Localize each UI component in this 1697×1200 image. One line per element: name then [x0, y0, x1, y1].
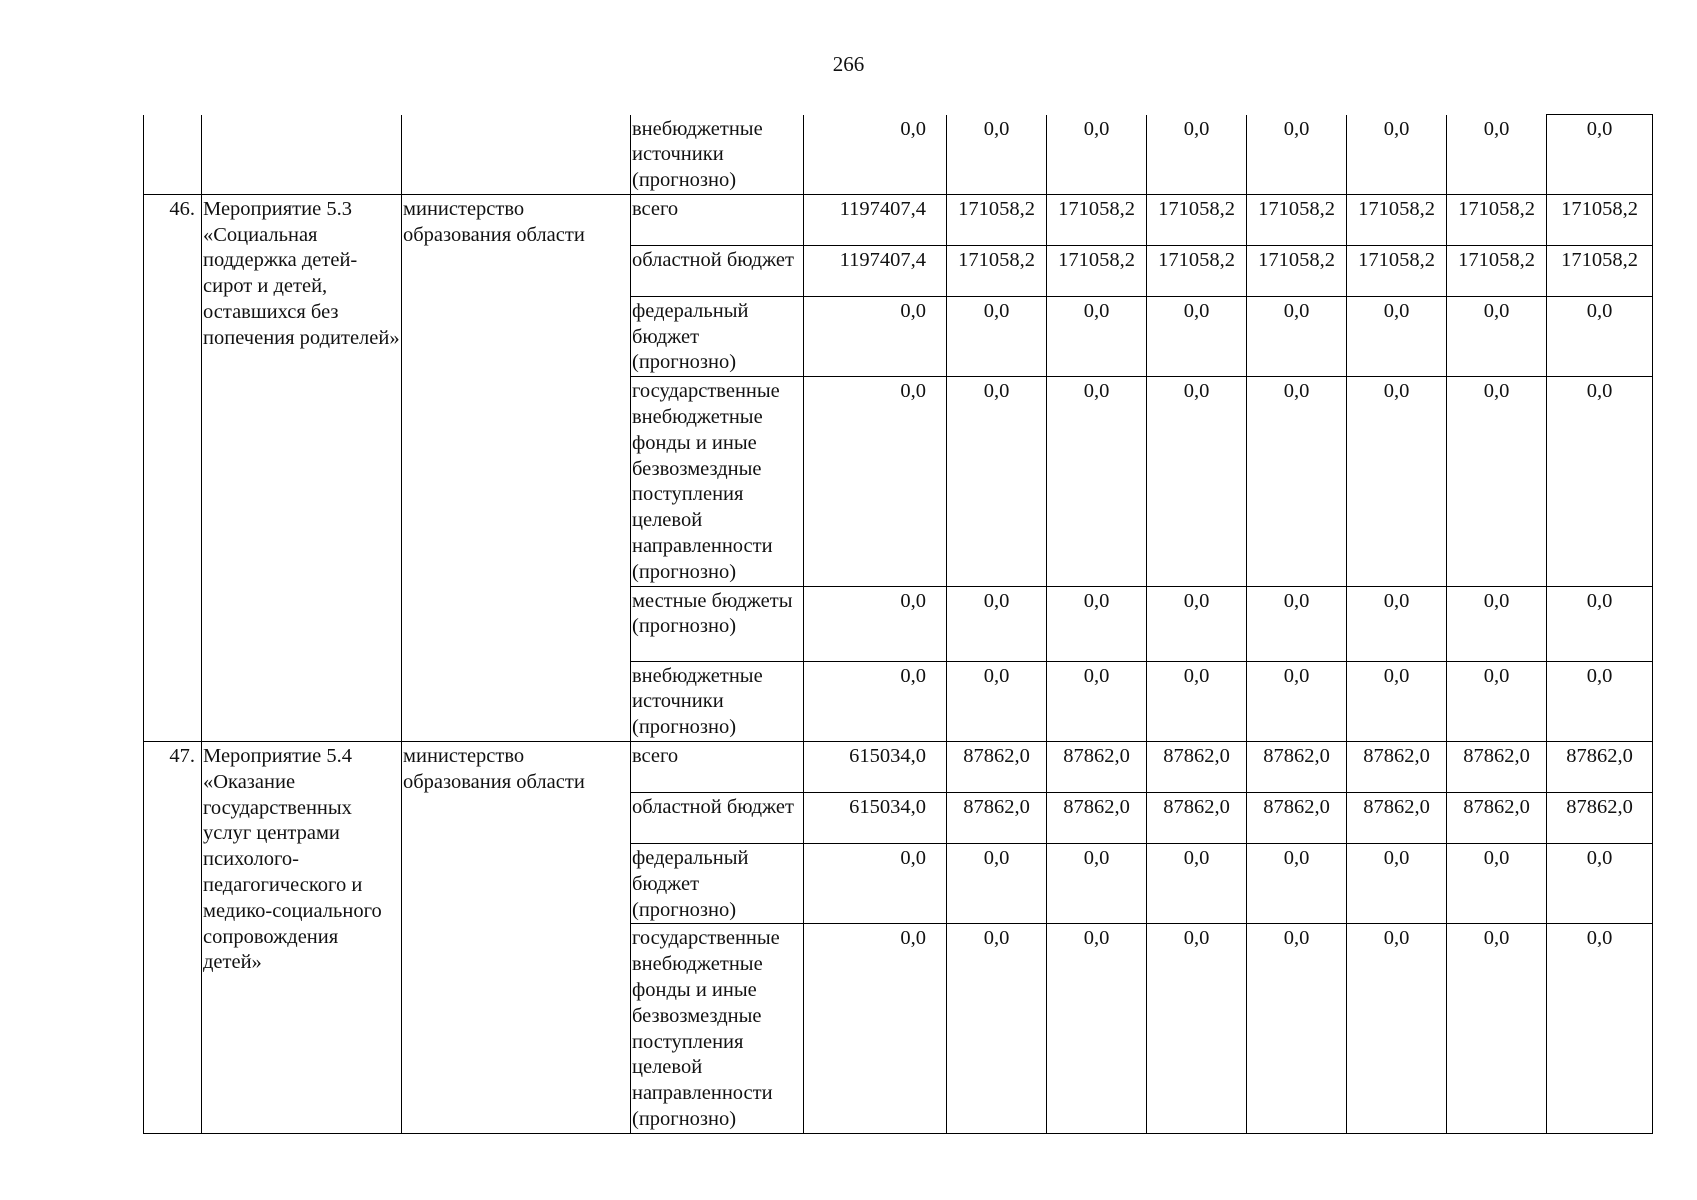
- value-cell: 0,0: [804, 377, 947, 586]
- table-row: [144, 742, 1653, 793]
- value-cell: 0,0: [1547, 924, 1653, 1133]
- value-cell: 0,0: [1547, 377, 1653, 586]
- value-cell: 171058,2: [1047, 194, 1147, 245]
- activity-name-cell: Мероприятие 5.4 «Оказание государственных услуг центрами психолого-педагогического и медико-социального сопровождения детей»: [202, 742, 402, 1134]
- value-cell: 0,0: [947, 115, 1047, 195]
- funding-source-cell: областной бюджет: [631, 245, 804, 296]
- value-cell: 171058,2: [1447, 245, 1547, 296]
- value-cell: 87862,0: [1147, 793, 1247, 844]
- value-cell: 0,0: [1147, 924, 1247, 1133]
- value-cell: 0,0: [947, 586, 1047, 661]
- funding-source-cell: федеральный бюджет (прогнозно): [631, 296, 804, 376]
- page-number: 266: [832, 52, 865, 76]
- value-cell: 0,0: [1047, 661, 1147, 741]
- value-cell: 1197407,4: [804, 245, 947, 296]
- value-cell: 87862,0: [947, 793, 1047, 844]
- value-cell: 0,0: [1347, 377, 1447, 586]
- value-cell: 0,0: [1347, 844, 1447, 924]
- value-cell: 0,0: [1347, 924, 1447, 1133]
- value-cell: 171058,2: [1347, 194, 1447, 245]
- value-cell: 1197407,4: [804, 194, 947, 245]
- value-cell: 171058,2: [1147, 194, 1247, 245]
- value-cell: 87862,0: [1247, 793, 1347, 844]
- row-number-cell: [144, 115, 202, 195]
- value-cell: 0,0: [947, 844, 1047, 924]
- value-cell: 87862,0: [1047, 793, 1147, 844]
- executor-cell: министерство образования области: [402, 742, 631, 1134]
- value-cell: 0,0: [1247, 586, 1347, 661]
- value-cell: 615034,0: [804, 793, 947, 844]
- value-cell: 0,0: [804, 296, 947, 376]
- value-cell: 0,0: [804, 586, 947, 661]
- value-cell: 87862,0: [1547, 793, 1653, 844]
- value-cell: 171058,2: [947, 194, 1047, 245]
- value-cell: 0,0: [1447, 844, 1547, 924]
- funding-source-cell: внебюджетные источники (прогнозно): [631, 115, 804, 195]
- value-cell: 0,0: [1247, 661, 1347, 741]
- value-cell: 0,0: [1347, 115, 1447, 195]
- value-cell: 0,0: [1447, 377, 1547, 586]
- value-cell: 0,0: [1247, 844, 1347, 924]
- value-cell: 0,0: [947, 661, 1047, 741]
- row-number-cell: 46.: [144, 194, 202, 741]
- table-row: [144, 115, 1653, 195]
- value-cell: 0,0: [1547, 844, 1653, 924]
- activity-name-cell: Мероприятие 5.3 «Социальная поддержка детей-сирот и детей, оставшихся без попечения родителей»: [202, 194, 402, 741]
- value-cell: 87862,0: [1447, 742, 1547, 793]
- table-body: [144, 115, 1653, 1134]
- value-cell: 171058,2: [1147, 245, 1247, 296]
- value-cell: 0,0: [1247, 377, 1347, 586]
- funding-source-cell: внебюджетные источники (прогнозно): [631, 661, 804, 741]
- value-cell: 0,0: [1147, 661, 1247, 741]
- value-cell: 171058,2: [947, 245, 1047, 296]
- value-cell: 87862,0: [1447, 793, 1547, 844]
- value-cell: 0,0: [1547, 115, 1653, 195]
- value-cell: 0,0: [1347, 586, 1447, 661]
- value-cell: 171058,2: [1247, 194, 1347, 245]
- budget-table: [143, 114, 1653, 1134]
- value-cell: 171058,2: [1547, 194, 1653, 245]
- value-cell: 0,0: [1147, 844, 1247, 924]
- value-cell: 0,0: [1047, 924, 1147, 1133]
- value-cell: 87862,0: [1547, 742, 1653, 793]
- executor-cell: [402, 115, 631, 195]
- row-number-cell: 47.: [144, 742, 202, 1134]
- value-cell: 0,0: [1547, 661, 1653, 741]
- value-cell: 0,0: [1147, 296, 1247, 376]
- funding-source-cell: федеральный бюджет (прогнозно): [631, 844, 804, 924]
- value-cell: 0,0: [1247, 296, 1347, 376]
- value-cell: 0,0: [1347, 296, 1447, 376]
- value-cell: 0,0: [1047, 844, 1147, 924]
- value-cell: 0,0: [1447, 115, 1547, 195]
- value-cell: 87862,0: [1247, 742, 1347, 793]
- value-cell: 0,0: [1047, 377, 1147, 586]
- value-cell: 0,0: [1447, 586, 1547, 661]
- value-cell: 0,0: [1447, 661, 1547, 741]
- funding-source-cell: областной бюджет: [631, 793, 804, 844]
- value-cell: 171058,2: [1447, 194, 1547, 245]
- value-cell: 0,0: [1547, 296, 1653, 376]
- funding-source-cell: государственные внебюджетные фонды и иные безвозмездные поступления целевой направленности (прогнозно): [631, 377, 804, 586]
- value-cell: 0,0: [947, 296, 1047, 376]
- value-cell: 0,0: [1147, 586, 1247, 661]
- executor-cell: министерство образования области: [402, 194, 631, 741]
- activity-name-cell: [202, 115, 402, 195]
- value-cell: 0,0: [804, 661, 947, 741]
- value-cell: 87862,0: [1147, 742, 1247, 793]
- value-cell: 0,0: [804, 844, 947, 924]
- value-cell: 0,0: [1047, 586, 1147, 661]
- value-cell: 87862,0: [1047, 742, 1147, 793]
- value-cell: 0,0: [1247, 924, 1347, 1133]
- value-cell: 0,0: [947, 377, 1047, 586]
- value-cell: 615034,0: [804, 742, 947, 793]
- value-cell: 0,0: [804, 115, 947, 195]
- value-cell: 0,0: [1247, 115, 1347, 195]
- value-cell: 0,0: [1347, 661, 1447, 741]
- value-cell: 0,0: [804, 924, 947, 1133]
- funding-source-cell: местные бюджеты (прогнозно): [631, 586, 804, 661]
- value-cell: 0,0: [1447, 924, 1547, 1133]
- value-cell: 0,0: [1047, 296, 1147, 376]
- value-cell: 0,0: [1047, 115, 1147, 195]
- table-row: [144, 194, 1653, 245]
- value-cell: 171058,2: [1347, 245, 1447, 296]
- value-cell: 0,0: [1447, 296, 1547, 376]
- value-cell: 171058,2: [1247, 245, 1347, 296]
- funding-source-cell: государственные внебюджетные фонды и иные безвозмездные поступления целевой направленности (прогнозно): [631, 924, 804, 1133]
- value-cell: 87862,0: [947, 742, 1047, 793]
- value-cell: 171058,2: [1547, 245, 1653, 296]
- value-cell: 0,0: [1147, 115, 1247, 195]
- value-cell: 171058,2: [1047, 245, 1147, 296]
- funding-source-cell: всего: [631, 194, 804, 245]
- funding-source-cell: всего: [631, 742, 804, 793]
- value-cell: 87862,0: [1347, 742, 1447, 793]
- value-cell: 87862,0: [1347, 793, 1447, 844]
- value-cell: 0,0: [947, 924, 1047, 1133]
- value-cell: 0,0: [1147, 377, 1247, 586]
- value-cell: 0,0: [1547, 586, 1653, 661]
